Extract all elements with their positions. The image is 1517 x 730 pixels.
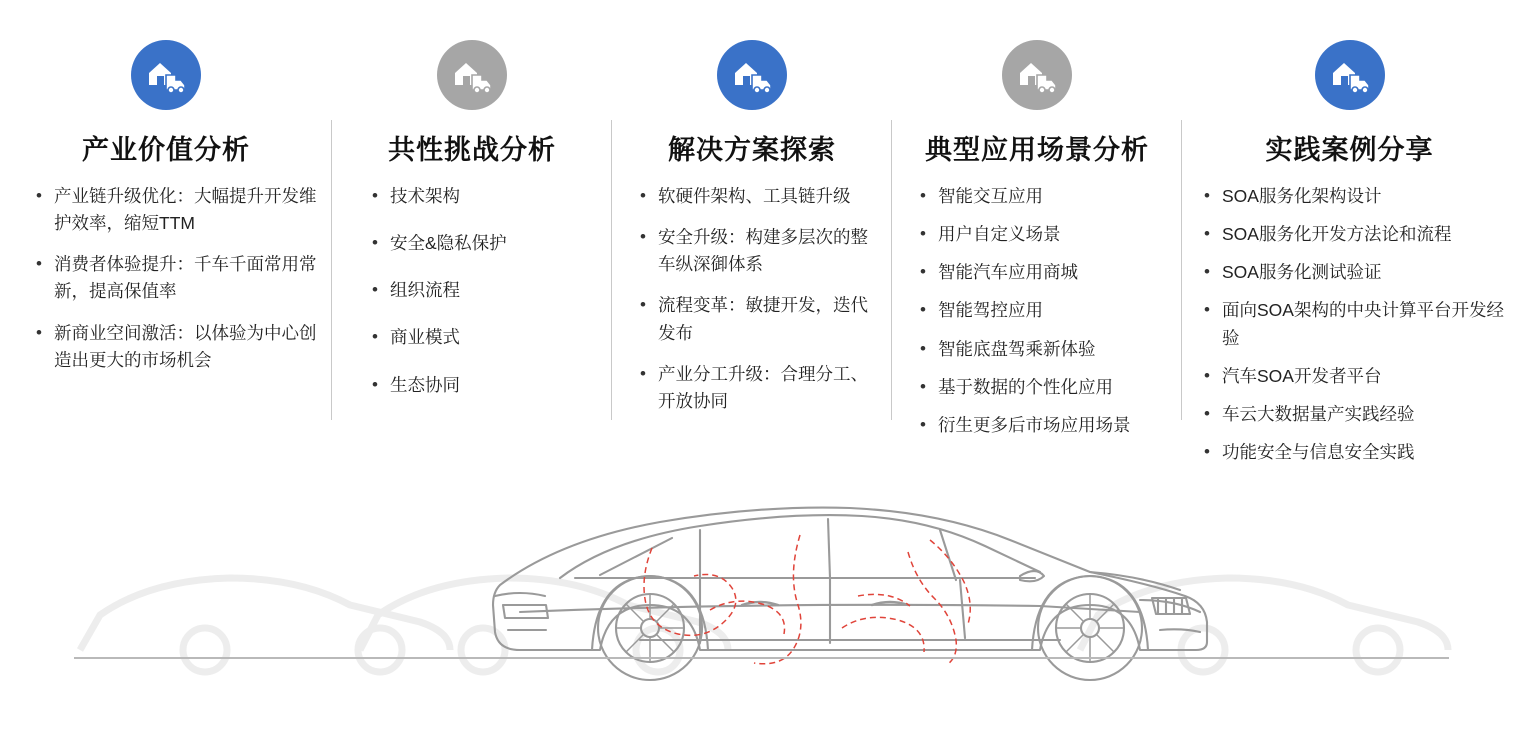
- column-icon-wrap-1: [332, 36, 612, 114]
- list-item: • 车云大数据量产实践经验: [1204, 401, 1507, 428]
- home-truck-icon: [131, 40, 201, 110]
- column-title: 典型应用场景分析: [925, 135, 1149, 165]
- column-icon-wrap-0: [0, 36, 332, 114]
- list-item: • 智能交互应用: [920, 183, 1172, 210]
- home-truck-icon: [1002, 40, 1072, 110]
- home-truck-icon: [1315, 40, 1385, 110]
- car-illustration-area: [0, 400, 1517, 690]
- list-item: • 消费者体验提升：千车千面常用常新，提高保值率: [36, 251, 318, 305]
- sedan-car-outline: [0, 400, 1517, 690]
- ground-baseline: [74, 657, 1449, 659]
- list-item: • 智能底盘驾乘新体验: [920, 336, 1172, 363]
- column-common-challenge-analysis: [332, 0, 612, 430]
- column-bullet-list: [332, 183, 612, 399]
- column-practice-case-sharing: [1182, 0, 1517, 462]
- list-item: • 智能汽车应用商城: [920, 259, 1172, 286]
- column-title: 实践案例分享: [1265, 135, 1434, 165]
- list-item: • 功能安全与信息安全实践: [1204, 439, 1507, 466]
- home-truck-icon: [437, 40, 507, 110]
- column-solution-exploration: [612, 0, 892, 430]
- list-item: • 流程变革：敏捷开发，迭代发布: [640, 292, 882, 346]
- list-item: • 安全升级：构建多层次的整车纵深御体系: [640, 224, 882, 278]
- list-item: • 衍生更多后市场应用场景: [920, 412, 1172, 439]
- list-item: • SOA服务化架构设计: [1204, 183, 1507, 210]
- column-typical-scenario-analysis: [892, 0, 1182, 435]
- list-item: • 技术架构: [372, 183, 602, 210]
- list-item: • 软硬件架构、工具链升级: [640, 183, 882, 210]
- list-item: • 组织流程: [372, 277, 602, 304]
- list-item: • 安全&隐私保护: [372, 230, 602, 257]
- list-item: • 面向SOA架构的中央计算平台开发经验: [1204, 297, 1507, 351]
- column-icon-wrap-4: [1182, 36, 1517, 114]
- list-item: • 智能驾控应用: [920, 297, 1172, 324]
- list-item: • 新商业空间激活：以体验为中心创造出更大的市场机会: [36, 320, 318, 374]
- list-item: • 汽车SOA开发者平台: [1204, 363, 1507, 390]
- list-item: • 产业分工升级：合理分工、开放协同: [640, 361, 882, 415]
- column-icon-wrap-3: [892, 36, 1182, 114]
- list-item: • SOA服务化开发方法论和流程: [1204, 221, 1507, 248]
- home-truck-icon: [717, 40, 787, 110]
- column-bullet-list: [0, 183, 332, 374]
- list-item: • 产业链升级优化：大幅提升开发维护效率，缩短TTM: [36, 183, 318, 237]
- column-title: 解决方案探索: [668, 135, 836, 165]
- list-item: • 用户自定义场景: [920, 221, 1172, 248]
- list-item: • 基于数据的个性化应用: [920, 374, 1172, 401]
- column-title: 共性挑战分析: [388, 135, 556, 165]
- list-item: • SOA服务化测试验证: [1204, 259, 1507, 286]
- list-item: • 生态协同: [372, 372, 602, 399]
- column-title: 产业价值分析: [82, 135, 250, 165]
- list-item: • 商业模式: [372, 324, 602, 351]
- column-icon-wrap-2: [612, 36, 892, 114]
- column-industry-value-analysis: [0, 0, 332, 430]
- column-bullet-list: [612, 183, 892, 415]
